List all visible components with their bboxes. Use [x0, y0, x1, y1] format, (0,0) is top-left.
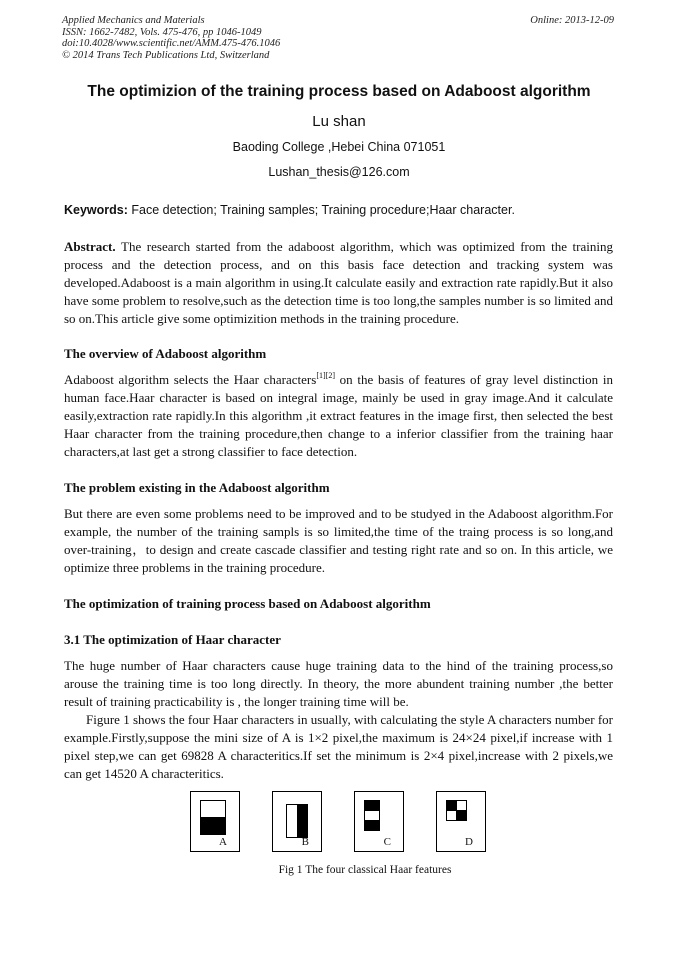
feature-c-black-bottom-cell — [364, 820, 380, 831]
feature-d-label: D — [465, 836, 473, 848]
feature-d-black-bottom-right — [456, 810, 467, 821]
keywords-text: Face detection; Training samples; Training procedure;Haar character. — [127, 203, 515, 217]
overview-paragraph — [64, 371, 613, 461]
feature-a-black-cell — [200, 817, 226, 835]
feature-a-white-cell — [200, 800, 226, 818]
keywords — [64, 203, 616, 217]
author-affiliation: Baoding College ,Hebei China 071051 — [232, 140, 446, 154]
feature-c-label: C — [383, 836, 391, 848]
issn-line: ISSN: 1662-7482, Vols. 475-476, pp 1046-1049 — [62, 26, 262, 38]
haar-feature-b — [272, 791, 322, 852]
feature-a-label: A — [219, 836, 227, 848]
keywords-label: Keywords: — [64, 203, 128, 217]
abstract-label: Abstract. — [64, 239, 116, 254]
journal-name: Applied Mechanics and Materials — [62, 15, 205, 26]
problem-paragraph: But there are even some problems need to be improved and to be studyed in the Adaboost algorithm.For example, the number of the training sampls is so limited,the time of the traing process is so long,and over-training，to design and create cascade classifier and testing right rate and so on. In this article, we optimize three problems in the training procedure. — [64, 506, 613, 575]
copyright-line: © 2014 Trans Tech Publications Ltd, Switzerland — [62, 49, 270, 61]
doi-line: doi:10.4028/www.scientific.net/AMM.475-476.1046 — [62, 38, 281, 49]
abstract-paragraph — [64, 238, 613, 328]
paper-author: Lu shan — [312, 113, 366, 130]
paper-title: The optimizion of the training process based on Adaboost algorithm — [87, 83, 591, 100]
feature-b-label: B — [301, 836, 309, 848]
haar-paragraph-1: The huge number of Haar characters cause huge training data to the hind of the training process,so arouse the training time is too long directly. In theory, the more abundent training number ,the better result of training practicability is , the longer training time will be. — [64, 658, 613, 709]
section-heading-overview: The overview of Adaboost algorithm — [64, 346, 267, 361]
author-email: Lushan_thesis@126.com — [268, 165, 410, 179]
overview-text-a: Adaboost algorithm selects the Haar characters — [64, 372, 317, 387]
subsection-heading-haar: 3.1 The optimization of Haar character — [64, 632, 281, 647]
haar-feature-c — [354, 791, 404, 852]
feature-b-black-cell — [297, 804, 308, 838]
overview-text-b: on the basis of features of gray level distinction in human face.Haar character is based on integral image, mainly be used in gray image.And it calculate easily,extraction rate rapidly.In this algorithm ,it extract features in the image first, then selected the best Haar character from the training procedure,then change to a inferior classifier from the training haar characters,at last get a strong classifier to face detection. — [64, 372, 613, 459]
haar-feature-d — [436, 791, 486, 852]
online-date: Online: 2013-12-09 — [530, 15, 614, 26]
citation-marker: [1][2] — [316, 371, 335, 380]
haar-paragraph-2: Figure 1 shows the four Haar characters in usually, with calculating the style A characters number for example.Firstly,suppose the mini size of A is 1×2 pixel,the maximum is 24×24 pixel,if increase with 1 pixel step,we can get 69828 A characteritics.If set the minimum is 2×4 pixel,increase with 2 pixels,we can get 14520 A characteritics. — [64, 712, 613, 781]
haar-feature-a — [190, 791, 240, 852]
figure-caption: Fig 1 The four classical Haar features — [278, 864, 452, 876]
section-heading-optimization: The optimization of training process based on Adaboost algorithm — [64, 596, 431, 611]
section-heading-problem: The problem existing in the Adaboost algorithm — [64, 480, 330, 495]
abstract-text: The research started from the adaboost algorithm, which was optimized from the training process and the detection process, and on this basis face detection and tracking system was developed.Adaboost is a main algorithm in using.It calculate easily and extraction rate rapidly.But it also have some problem to resolve,such as the detection time is too long,the samples number is so limited and so on.This article give some optimizition methods in the training procedure. — [64, 239, 613, 326]
journal-header — [62, 15, 280, 61]
